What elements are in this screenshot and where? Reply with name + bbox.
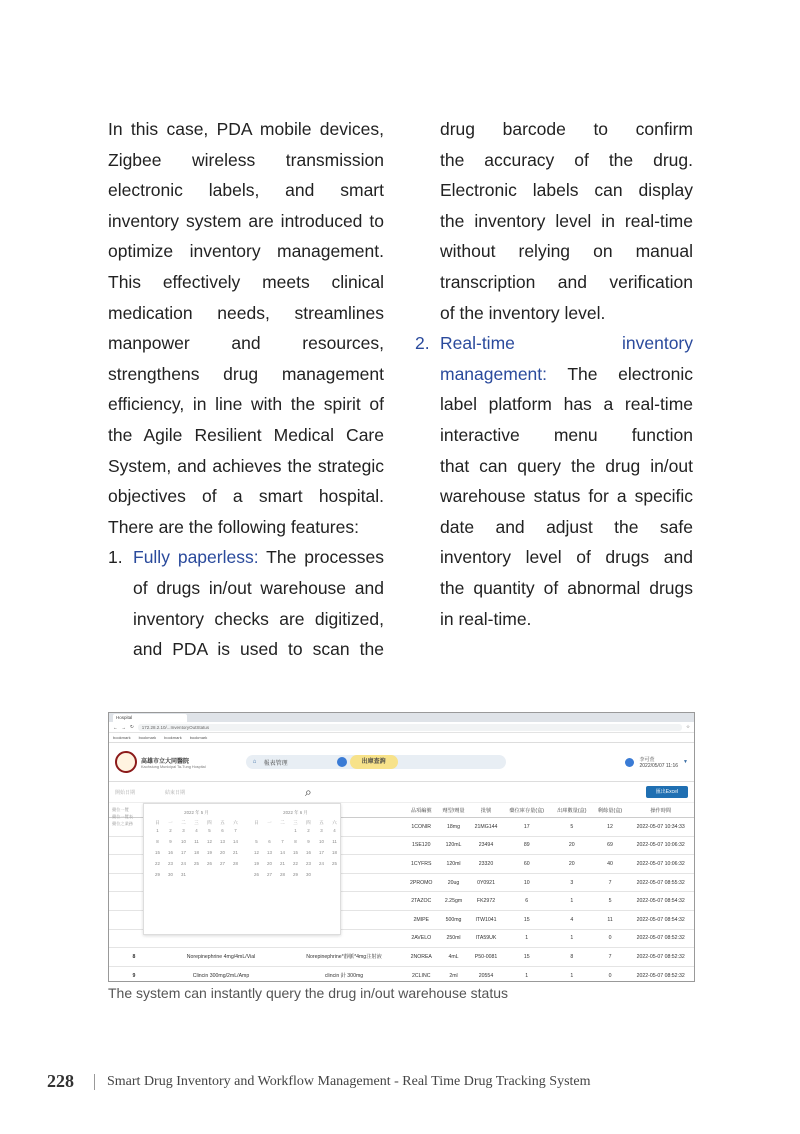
weekday-label: 三 (293, 820, 298, 825)
calendar-day[interactable]: 16 (168, 850, 173, 855)
remaining-qty: 7 (593, 948, 628, 967)
nav-current[interactable]: 出庫查詢 (350, 755, 398, 769)
calendar-day[interactable]: 13 (267, 850, 272, 855)
operation-time: 2022-05-07 10:34:33 (627, 818, 694, 837)
calendar-day[interactable]: 2 (169, 828, 172, 833)
calendar-day[interactable] (303, 883, 314, 892)
sidebar (109, 803, 151, 830)
chevron-down-icon[interactable]: ▼ (683, 759, 688, 765)
weekday-label: 四 (207, 820, 212, 825)
hospital-logo (115, 751, 137, 773)
browser-tab-bar (109, 713, 694, 722)
operation-time: 2022-05-07 08:52:32 (627, 966, 694, 982)
calendar-title: 2022 年 6 月 (283, 810, 308, 815)
bookmark[interactable]: bookmark (138, 735, 157, 740)
calendar-day[interactable]: 1 (156, 828, 159, 833)
browser-url-bar (109, 722, 694, 733)
out-qty: 5 (551, 818, 593, 837)
app-header (109, 743, 694, 782)
dosage: 2.25gm (437, 892, 469, 911)
drug-name: Clincin 300mg/2mL/Amp (159, 966, 283, 982)
item-code: 2PROMO (405, 873, 437, 892)
list-number: 1. (108, 547, 123, 568)
back-icon[interactable]: ← (113, 724, 118, 730)
body-line: In this case, PDA mobile devices, (108, 119, 384, 139)
list-line: the accuracy of the drug. (440, 149, 693, 170)
calendar-day[interactable] (230, 872, 241, 881)
list-number: 2. (415, 333, 430, 354)
weekday-label: 一 (168, 820, 173, 825)
calendar-day[interactable]: 5 (208, 828, 211, 833)
table-row[interactable] (109, 966, 694, 982)
left-column (108, 114, 384, 665)
lot-number: 23494 (470, 836, 503, 855)
tab-title: Hospital (116, 715, 133, 720)
user-text (639, 756, 678, 769)
dosage: 250ml (437, 929, 469, 948)
operation-time: 2022-05-07 10:06:32 (627, 855, 694, 874)
col-header: 操作時間 (627, 803, 694, 818)
operation-time: 2022-05-07 08:52:32 (627, 929, 694, 948)
home-icon[interactable]: ⌂ (252, 759, 257, 765)
reload-icon[interactable]: ↻ (130, 724, 134, 729)
list-line: warehouse status for a specific (440, 486, 693, 507)
calendar-day[interactable]: 26 (254, 872, 259, 877)
body-line: Zigbee wireless transmission (108, 149, 384, 170)
calendar-day[interactable] (277, 828, 288, 837)
sidebar-item[interactable]: 藥位之業務 (112, 821, 133, 826)
calendar-months (144, 804, 340, 898)
list-line: in real-time. (440, 608, 532, 629)
list-heading: Real-time inventory (440, 333, 693, 354)
calendar-day[interactable]: 25 (194, 861, 199, 866)
calendar-day[interactable] (251, 828, 262, 837)
star-icon[interactable]: ☆ (685, 724, 690, 729)
row-number: 8 (109, 948, 159, 967)
weekday-label: 三 (194, 820, 199, 825)
start-date-field[interactable]: 開始日期 (115, 789, 136, 796)
calendar-day[interactable] (329, 872, 340, 881)
sidebar-item[interactable]: 藥位一覽表 (112, 814, 133, 819)
dosage: 500mg (437, 910, 469, 929)
calendar-day[interactable] (277, 883, 288, 892)
stock-qty: 1 (502, 966, 551, 982)
list-line: of the inventory level. (440, 302, 606, 323)
calendar-day[interactable] (204, 883, 215, 892)
calendar-day[interactable]: 20 (220, 850, 225, 855)
calendar-day[interactable]: 16 (306, 850, 311, 855)
list-line: inventory checks are digitized, (133, 608, 384, 629)
calendar-day[interactable]: 24 (181, 861, 186, 866)
lot-number: FK2972 (470, 892, 503, 911)
calendar-day[interactable] (178, 883, 189, 892)
operation-time: 2022-05-07 08:52:32 (627, 948, 694, 967)
calendar-day[interactable]: 8 (156, 839, 159, 844)
calendar-day[interactable]: 5 (255, 839, 258, 844)
stock-qty: 60 (502, 855, 551, 874)
calendar-day[interactable]: 12 (207, 839, 212, 844)
col-header: 出庫數量(盒) (551, 803, 593, 818)
out-qty: 1 (551, 966, 593, 982)
calendar-day[interactable]: 17 (319, 850, 324, 855)
user-datetime: 2022/05/07 11:16 (639, 762, 679, 769)
calendar-day[interactable] (230, 883, 241, 892)
user-info (625, 756, 688, 769)
item-code: 2TAZOC (405, 892, 437, 911)
drug-name: Norepinephrine 4mg/4mL/Vial (159, 948, 283, 967)
lot-number: 23320 (470, 855, 503, 874)
calendar-day[interactable]: 1 (294, 828, 297, 833)
list-line: interactive menu function (440, 424, 693, 445)
query-toolbar (109, 782, 694, 803)
calendar-day[interactable] (191, 872, 202, 881)
page-number: 228 (47, 1071, 74, 1091)
calendar-day[interactable]: 29 (293, 872, 298, 877)
calendar-day[interactable]: 17 (181, 850, 186, 855)
operation-time: 2022-05-07 10:06:32 (627, 836, 694, 855)
calendar-day[interactable]: 28 (280, 872, 285, 877)
calendar-day[interactable] (329, 883, 340, 892)
list-line: label platform has a real-time (440, 394, 693, 415)
col-header: 劑型/劑量 (437, 803, 469, 818)
lot-number: P50-0081 (470, 948, 503, 967)
calendar-grid (251, 820, 340, 892)
hospital-name (141, 756, 206, 769)
calendar-day[interactable]: 3 (320, 828, 323, 833)
calendar-day[interactable]: 14 (233, 839, 238, 844)
operation-time: 2022-05-07 08:54:32 (627, 892, 694, 911)
calendar-day[interactable]: 15 (293, 850, 298, 855)
remaining-qty: 11 (593, 910, 628, 929)
calendar-month (152, 810, 241, 892)
drug-name-local: clincin 針 300mg (283, 966, 405, 982)
calendar-day[interactable]: 18 (194, 850, 199, 855)
end-date-field[interactable]: 結束日期 (165, 789, 186, 796)
weekday-label: 六 (233, 820, 238, 825)
col-header: 藥位庫存量(盒) (502, 803, 551, 818)
calendar-day[interactable]: 18 (332, 850, 337, 855)
weekday-label: 六 (332, 820, 337, 825)
col-header: 批號 (470, 803, 503, 818)
weekday-label: 五 (220, 820, 225, 825)
calendar-day[interactable]: 15 (155, 850, 160, 855)
calendar-day[interactable] (264, 828, 275, 837)
list-line: the quantity of abnormal drugs (440, 577, 693, 598)
lot-number: ITA59UK (470, 929, 503, 948)
calendar-day[interactable]: 22 (293, 861, 298, 866)
calendar-day[interactable]: 26 (207, 861, 212, 866)
figure-caption: The system can instantly query the drug in/out warehouse status (108, 985, 508, 1001)
body-line: optimize inventory management. (108, 241, 384, 262)
body-line: the Agile Resilient Medical Care (108, 424, 384, 445)
calendar-day[interactable] (290, 883, 301, 892)
stock-qty: 89 (502, 836, 551, 855)
breadcrumb (246, 755, 506, 769)
calendar-day[interactable]: 6 (268, 839, 271, 844)
operation-time: 2022-05-07 08:55:32 (627, 873, 694, 892)
body-line: System, and achieves the strategic (108, 455, 384, 476)
remaining-qty: 69 (593, 836, 628, 855)
sidebar-item[interactable]: 藥位一覽 (112, 807, 129, 812)
list-line: that can query the drug in/out (440, 455, 693, 476)
hospital-subtitle: Kaohsiung Municipal Ta-Tung Hospital (141, 764, 206, 769)
calendar-day[interactable] (204, 872, 215, 881)
page-footer (47, 1071, 591, 1092)
lot-number: 21MG144 (470, 818, 503, 837)
bookmark[interactable]: bookmark (189, 735, 208, 740)
body-line: medication needs, streamlines (108, 302, 384, 323)
calendar-day[interactable]: 21 (233, 850, 238, 855)
body-line: There are the following features: (108, 516, 359, 537)
calendar-day[interactable]: 12 (254, 850, 259, 855)
calendar-day[interactable]: 14 (280, 850, 285, 855)
weekday-label: 日 (254, 820, 259, 825)
list-item-2-first-line (440, 359, 693, 390)
list-line: date and adjust the safe (440, 516, 693, 537)
calendar-day[interactable]: 23 (168, 861, 173, 866)
calendar-month (251, 810, 340, 892)
list-line: Electronic labels can display (440, 180, 693, 201)
dosage: 4mL (437, 948, 469, 967)
date-picker-popup[interactable] (143, 803, 341, 935)
export-excel-button[interactable]: 匯出Excel (646, 786, 688, 798)
body-line: inventory system are introduced to (108, 210, 384, 231)
out-qty: 4 (551, 910, 593, 929)
calendar-day[interactable]: 3 (182, 828, 185, 833)
calendar-title: 2022 年 5 月 (184, 810, 209, 815)
content-area (109, 803, 694, 980)
body-line: strengthens drug management (108, 363, 384, 384)
list-heading: management: (440, 363, 548, 384)
weekday-label: 二 (181, 820, 186, 825)
dosage: 120mL (437, 836, 469, 855)
user-icon (625, 758, 634, 767)
calendar-day[interactable] (251, 883, 262, 892)
stock-qty: 17 (502, 818, 551, 837)
lot-number: 0Y0921 (470, 873, 503, 892)
item-code: 2MIPE (405, 910, 437, 929)
calendar-day[interactable]: 4 (195, 828, 198, 833)
stock-qty: 6 (502, 892, 551, 911)
calendar-day[interactable]: 8 (294, 839, 297, 844)
stock-qty: 15 (502, 948, 551, 967)
col-header: 剩餘量(盒) (593, 803, 628, 818)
calendar-day[interactable]: 2 (307, 828, 310, 833)
dosage: 20ug (437, 873, 469, 892)
remaining-qty: 12 (593, 818, 628, 837)
weekday-label: 四 (306, 820, 311, 825)
footer-divider (94, 1074, 95, 1090)
calendar-day[interactable]: 31 (181, 872, 186, 877)
out-qty: 20 (551, 836, 593, 855)
lot-number: ITW1041 (470, 910, 503, 929)
weekday-label: 五 (319, 820, 324, 825)
calendar-day[interactable]: 30 (168, 872, 173, 877)
list-text: The electronic (547, 363, 693, 384)
nav-section[interactable]: 報表管理 (263, 760, 288, 767)
browser-tab[interactable] (113, 714, 187, 722)
list-text: The processes (258, 547, 384, 568)
lot-number: 20554 (470, 966, 503, 982)
list-line: the inventory level in real-time (440, 210, 693, 231)
calendar-day[interactable]: 11 (194, 839, 199, 844)
calendar-day[interactable] (191, 883, 202, 892)
stock-qty: 1 (502, 929, 551, 948)
dosage: 2ml (437, 966, 469, 982)
calendar-day[interactable] (152, 883, 163, 892)
list-line: and PDA is used to scan the (133, 639, 384, 660)
out-qty: 1 (551, 892, 593, 911)
list-heading: Fully paperless: (133, 547, 259, 568)
calendar-day[interactable] (165, 883, 176, 892)
url-field[interactable]: 172.28.2.10/...InventoryOutStatus (138, 724, 682, 731)
system-screenshot (108, 712, 695, 982)
item-code: 2NOREA (405, 948, 437, 967)
calendar-day[interactable]: 25 (332, 861, 337, 866)
forward-icon[interactable]: → (121, 724, 126, 730)
calendar-day[interactable]: 27 (220, 861, 225, 866)
calendar-day[interactable]: 7 (281, 839, 284, 844)
calendar-day[interactable]: 22 (155, 861, 160, 866)
calendar-day[interactable]: 10 (181, 839, 186, 844)
item-code: 2CLINC (405, 966, 437, 982)
calendar-day[interactable]: 19 (254, 861, 259, 866)
item-code: 2AVELO (405, 929, 437, 948)
weekday-label: 二 (280, 820, 285, 825)
calendar-day[interactable] (316, 872, 327, 881)
calendar-day[interactable]: 4 (333, 828, 336, 833)
item-code: 1CYFRS (405, 855, 437, 874)
remaining-qty: 5 (593, 892, 628, 911)
col-header: 品項編號 (405, 803, 437, 818)
calendar-day[interactable]: 9 (307, 839, 310, 844)
stock-qty: 15 (502, 910, 551, 929)
calendar-day[interactable]: 27 (267, 872, 272, 877)
calendar-day[interactable]: 23 (306, 861, 311, 866)
body-line: This effectively meets clinical (108, 271, 384, 292)
right-column (415, 114, 693, 634)
calendar-day[interactable]: 29 (155, 872, 160, 877)
out-qty: 3 (551, 873, 593, 892)
calendar-day[interactable]: 20 (267, 861, 272, 866)
running-title: Smart Drug Inventory and Workflow Management - Real Time Drug Tracking System (107, 1073, 591, 1089)
bookmarks-bar (109, 733, 694, 743)
calendar-day[interactable] (264, 883, 275, 892)
calendar-grid (152, 820, 241, 892)
calendar-day[interactable]: 7 (234, 828, 237, 833)
remaining-qty: 7 (593, 873, 628, 892)
list-line: transcription and verification (440, 271, 693, 292)
nav-dot-icon (337, 757, 347, 767)
list-line: without relying on manual (440, 241, 693, 262)
list-item-2-heading (415, 328, 693, 359)
calendar-day[interactable]: 19 (207, 850, 212, 855)
dosage: 18mg (437, 818, 469, 837)
calendar-day[interactable]: 10 (319, 839, 324, 844)
body-line: electronic labels, and smart (108, 180, 384, 201)
out-qty: 8 (551, 948, 593, 967)
remaining-qty: 40 (593, 855, 628, 874)
calendar-day[interactable] (316, 883, 327, 892)
list-line: inventory level of drugs and (440, 547, 693, 568)
calendar-day[interactable]: 21 (280, 861, 285, 866)
calendar-day[interactable] (217, 872, 228, 881)
body-line: manpower and resources, (108, 333, 384, 354)
weekday-label: 日 (155, 820, 160, 825)
out-qty: 20 (551, 855, 593, 874)
search-icon[interactable]: ⌕ (305, 784, 312, 799)
list-line: drug barcode to confirm (440, 119, 693, 139)
dosage: 120ml (437, 855, 469, 874)
drug-name-local: Norepinephrine*靜脈*4mg注射液 (283, 948, 405, 967)
row-number: 9 (109, 966, 159, 982)
calendar-day[interactable]: 30 (306, 872, 311, 877)
remaining-qty: 0 (593, 929, 628, 948)
list-item-1-first-line (108, 542, 384, 573)
calendar-day[interactable] (217, 883, 228, 892)
body-line: objectives of a smart hospital. (108, 486, 384, 507)
calendar-day[interactable]: 24 (319, 861, 324, 866)
list-line: of drugs in/out warehouse and (133, 577, 384, 598)
operation-time: 2022-05-07 08:54:32 (627, 910, 694, 929)
calendar-day[interactable]: 13 (220, 839, 225, 844)
out-qty: 1 (551, 929, 593, 948)
remaining-qty: 0 (593, 966, 628, 982)
user-name: 李可萱 (639, 756, 655, 763)
item-code: 1SE120 (405, 836, 437, 855)
hospital-name-text: 高雄市立大同醫院 (141, 758, 190, 765)
calendar-day[interactable]: 9 (169, 839, 172, 844)
bookmark[interactable]: bookmark (164, 735, 182, 740)
item-code: 1CONIR (405, 818, 437, 837)
body-line: efficiency, in line with the spirit of (108, 394, 384, 415)
bookmark[interactable]: bookmark (113, 735, 131, 740)
calendar-day[interactable]: 11 (332, 839, 337, 844)
table-row[interactable] (109, 948, 694, 967)
weekday-label: 一 (267, 820, 272, 825)
stock-qty: 10 (502, 873, 551, 892)
calendar-day[interactable]: 6 (221, 828, 224, 833)
calendar-day[interactable]: 28 (233, 861, 238, 866)
